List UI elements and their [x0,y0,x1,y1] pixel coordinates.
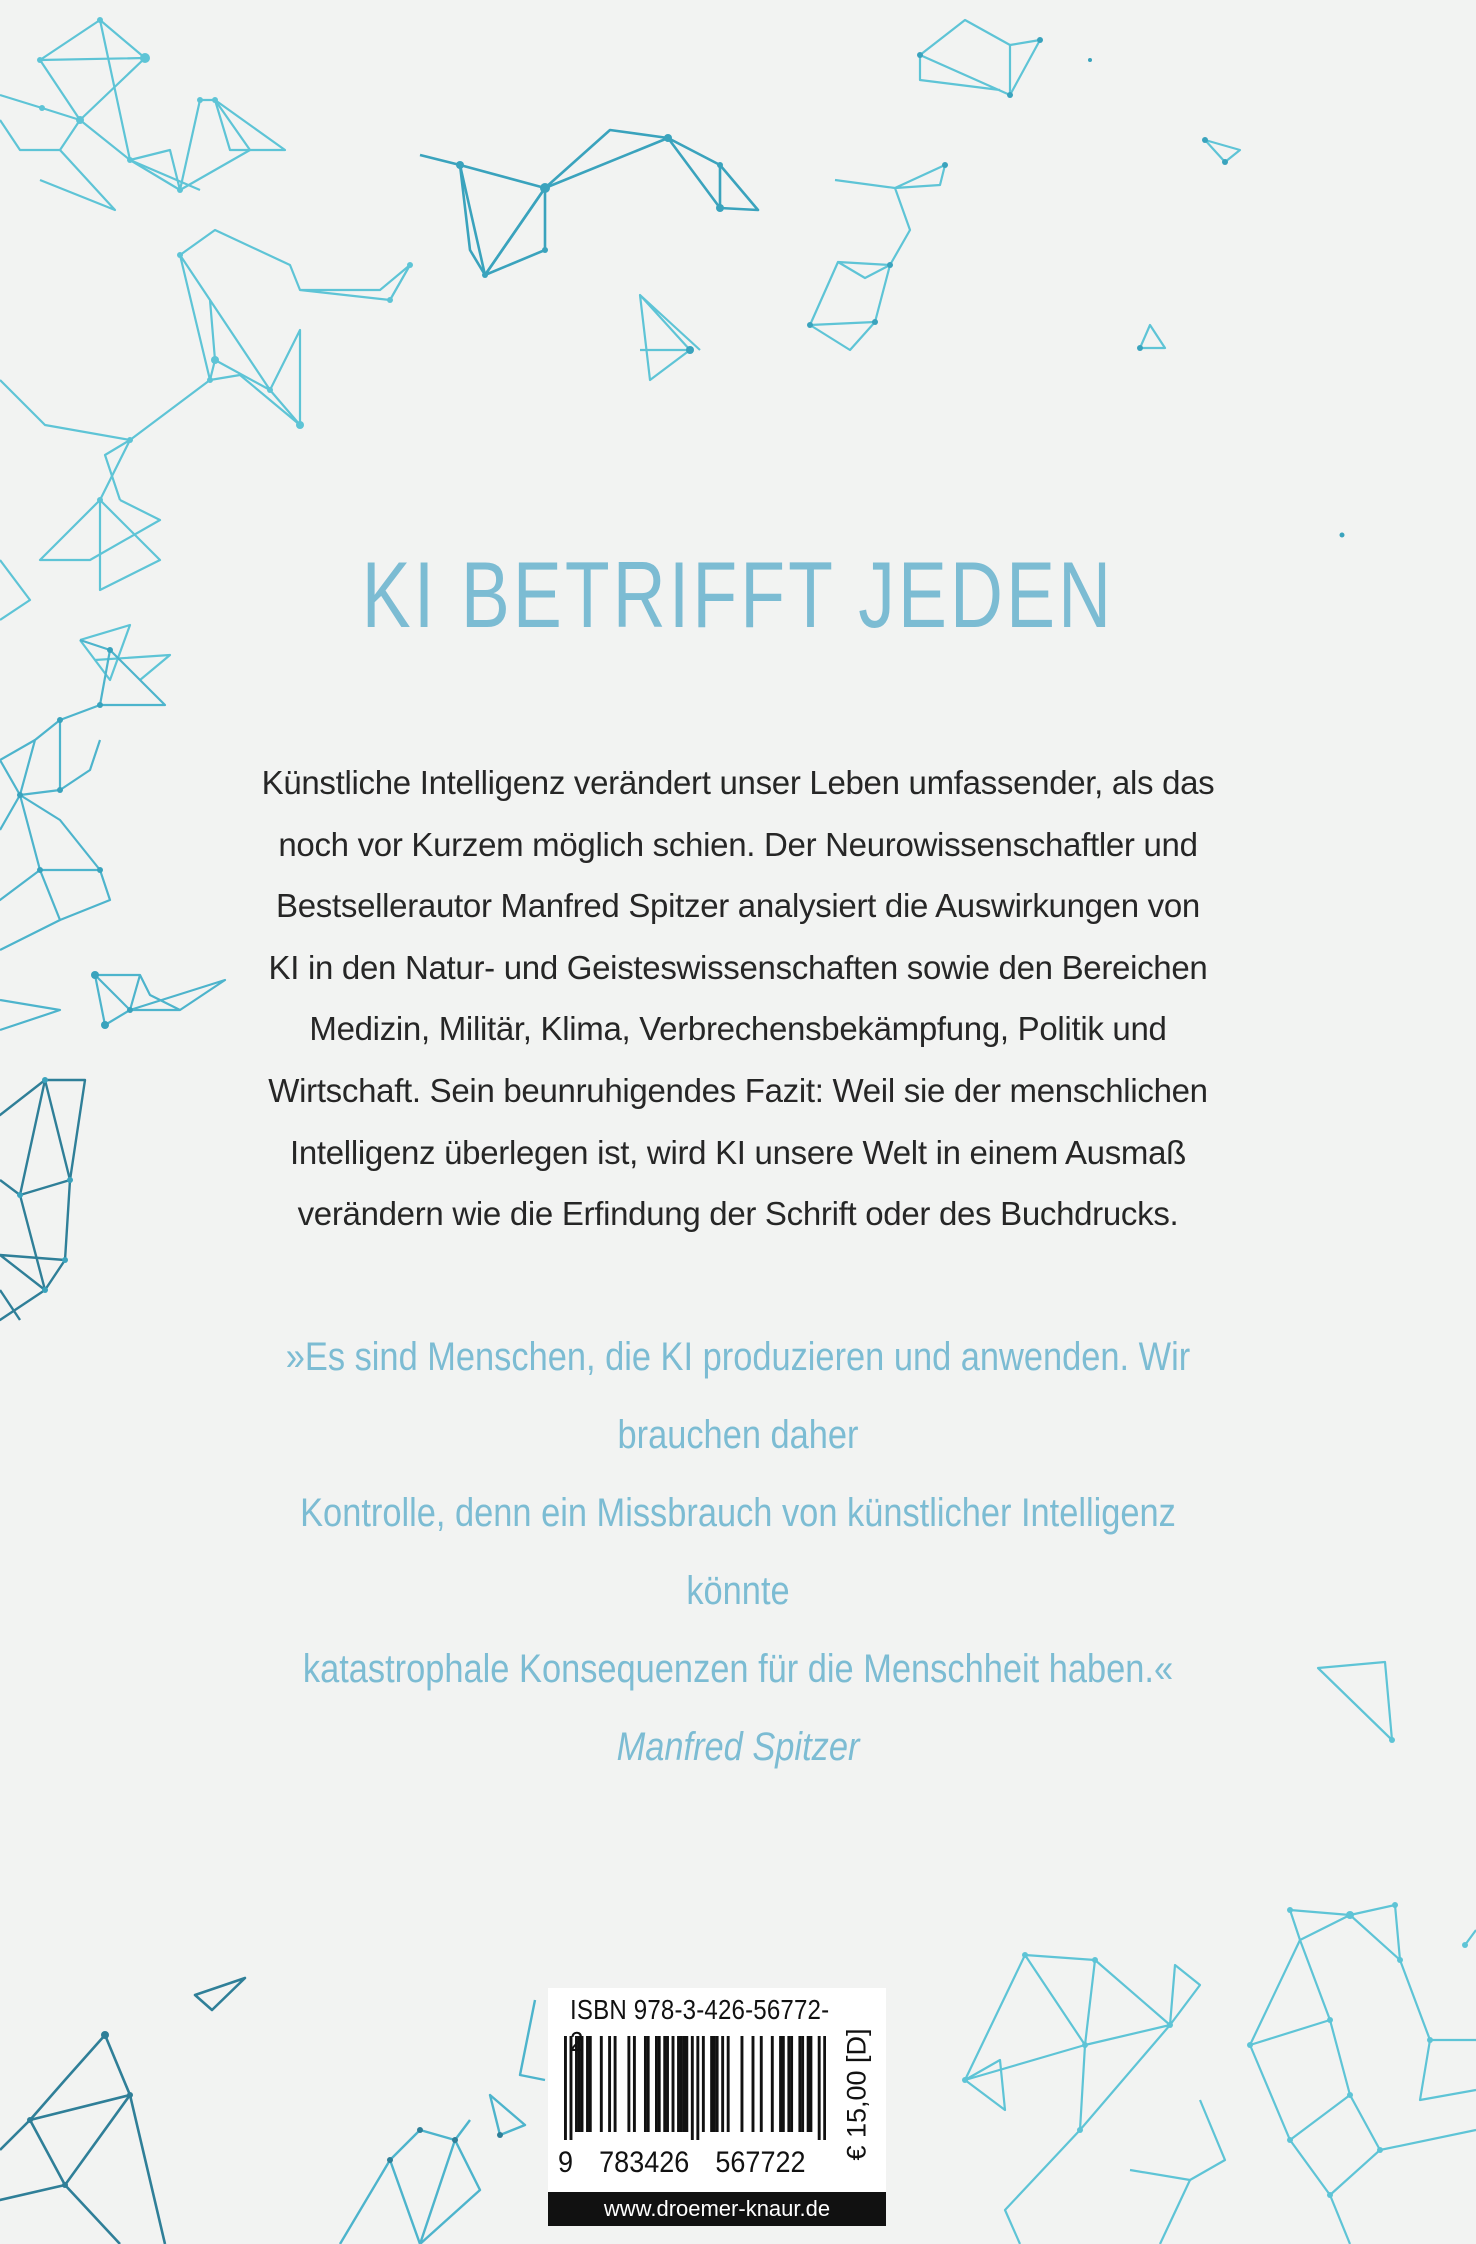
network-cluster-top-right [640,20,1240,380]
network-cluster-right-middle [1318,1662,1392,1740]
barcode-box [548,1988,886,2192]
barcode-bar [818,2036,821,2140]
blurb-line: Intelligenz überlegen ist, wird KI unsere Welt in einem Ausmaß [289,1133,1187,1171]
network-nodes-bottom-right [962,1902,1468,2198]
ean-left-group: 783426 [599,2146,690,2179]
barcode-bar [586,2036,589,2132]
network-nodes-bottom-left [27,2031,503,2188]
barcode-bar [691,2036,694,2140]
network-nodes-top-left [37,17,413,503]
blurb-line: Bestsellerautor Manfred Spitzer analysiert die Auswirkungen von [276,887,1200,925]
blurb-line: KI in den Natur- und Geisteswissenschaften sowie den Bereichen [268,948,1208,986]
barcode-bar [589,2036,592,2132]
barcode-bar [658,2036,661,2132]
barcode-bar [782,2036,785,2132]
network-nodes-top-middle [456,37,1345,538]
barcode-bar [614,2036,617,2132]
blurb-line: Wirtschaft. Sein beunruhigendes Fazit: Weil sie der menschlichen [268,1071,1208,1109]
barcode-bar [790,2036,793,2132]
barcode-bar [655,2036,658,2132]
barcode-bar [575,2036,578,2132]
barcode-bar [760,2036,763,2132]
barcode-bar [581,2036,584,2132]
barcode-bars [564,2036,826,2140]
quote-line: katastrophale Konsequenzen für die Menschheit haben.« [302,1647,1174,1691]
blurb-line: Künstliche Intelligenz verändert unser Leben umfassender, als das [261,764,1215,801]
barcode-bar [683,2036,686,2132]
barcode-bar [710,2036,713,2132]
barcode-bar [644,2036,647,2132]
barcode-bar [680,2036,683,2132]
barcode-bar [633,2036,636,2132]
ean-right-group: 567722 [715,2146,806,2179]
barcode-bar [807,2036,810,2132]
barcode-bar [801,2036,804,2132]
barcode-bar [798,2036,801,2132]
ean-first-digit: 9 [558,2146,574,2179]
network-cluster-bottom-middle [340,2000,545,2244]
barcode-bar [564,2036,567,2140]
blurb-line: Medizin, Militär, Klima, Verbrechensbekämpfung, Politik und [309,1010,1167,1048]
barcode-bar [578,2036,581,2132]
network-cluster-top-middle [420,130,758,275]
barcode-bar [721,2036,724,2132]
quote-line: Kontrolle, denn ein Missbrauch von künstlicher Intelligenz könnte [300,1491,1176,1613]
barcode-bar [666,2036,669,2132]
barcode-bar [685,2036,688,2132]
network-cluster-bottom-left [0,1978,245,2244]
isbn-label: ISBN 978-3-426-56772- [570,1994,830,2025]
publisher-url: www.droemer-knaur.de [548,2192,886,2226]
network-cluster-bottom-right [965,1905,1476,2244]
barcode-bar [716,2036,719,2132]
barcode-bar [771,2036,774,2132]
quote-line: »Es sind Menschen, die KI produzieren und anwenden. Wir brauchen daher [285,1335,1191,1457]
network-cluster-left-middle [0,640,225,1030]
barcode-bar [809,2036,812,2132]
barcode-bar [713,2036,716,2132]
barcode-bar [570,2036,573,2140]
quote-author: Manfred Spitzer [616,1725,860,1769]
barcode-bar [677,2036,680,2132]
barcode-bar [647,2036,650,2132]
barcode-bar [600,2036,603,2132]
barcode-bar [752,2036,755,2132]
price-label [834,2027,880,2161]
price-text: € 15,00 [D] [841,2027,872,2161]
barcode-bar [741,2036,744,2132]
barcode-bar [696,2036,699,2140]
barcode-bar [672,2036,675,2132]
barcode-bar [823,2036,826,2140]
ean-digits [558,2146,806,2180]
blurb-line: noch vor Kurzem möglich schien. Der Neurowissenschaftler und [278,825,1198,863]
barcode-bar [608,2036,611,2132]
barcode-bar [627,2036,630,2132]
barcode-bar [727,2036,730,2132]
blurb-text [210,752,1266,1245]
barcode-bar [779,2036,782,2132]
barcode-bar [702,2036,705,2132]
author-quote [258,1318,1218,1786]
barcode-bar [663,2036,666,2132]
network-cluster-left-lower [0,1080,85,1320]
blurb-line: verändern wie die Erfindung der Schrift oder des Buchdrucks. [297,1195,1179,1233]
barcode-bar [787,2036,790,2132]
headline: KI BETRIFFT JEDEN [361,542,1115,647]
